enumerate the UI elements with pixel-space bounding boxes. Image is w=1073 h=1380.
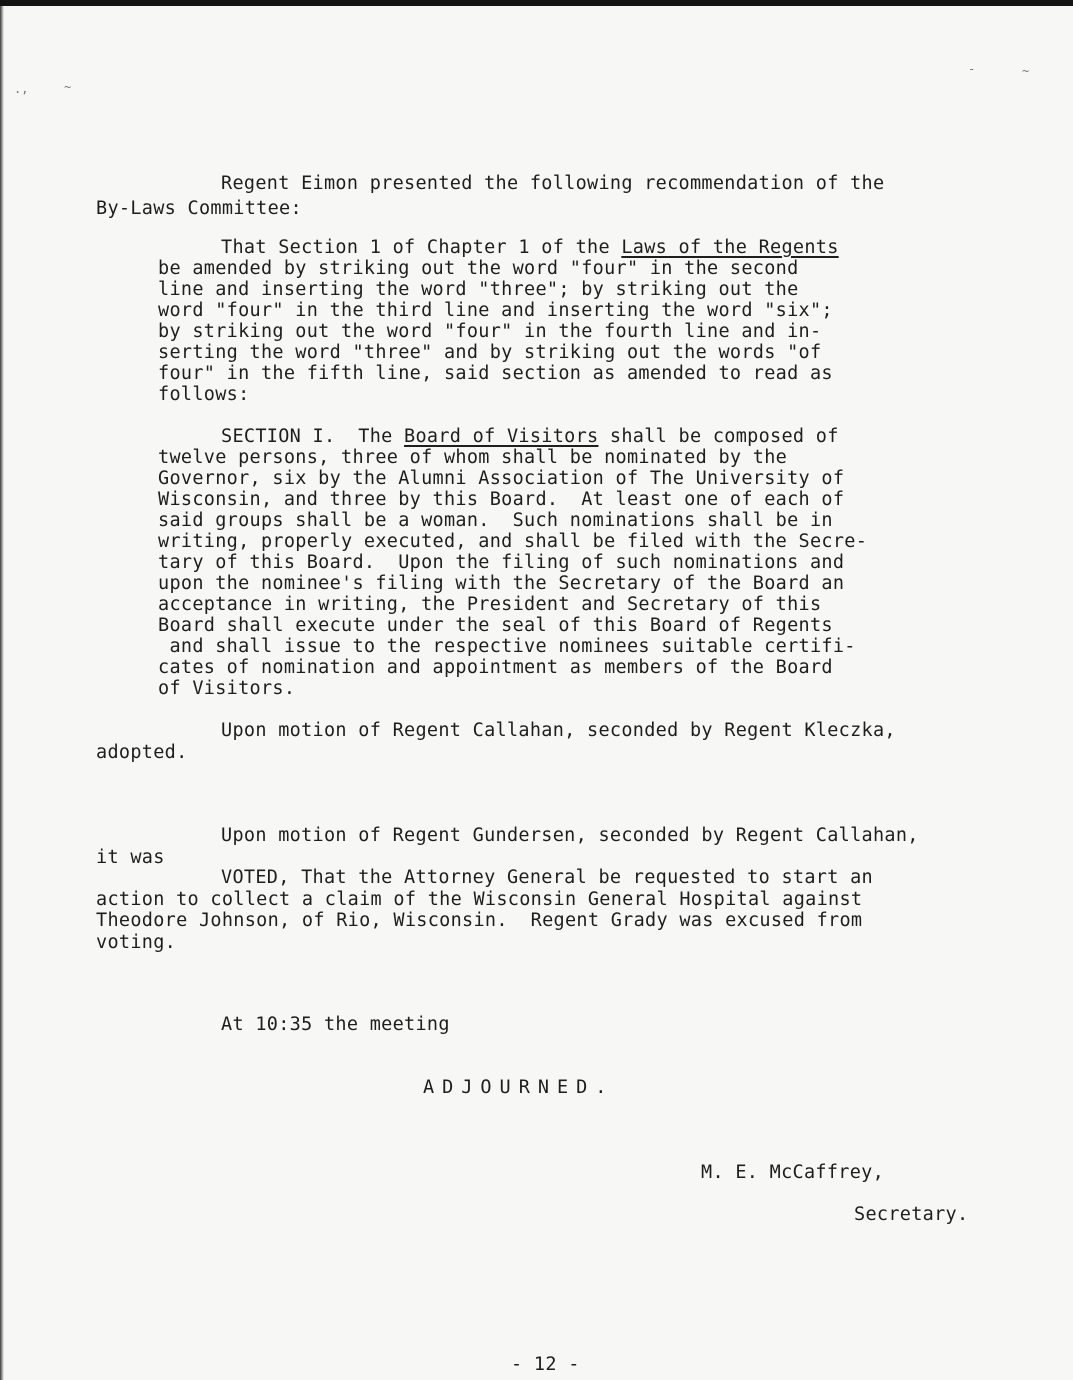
recommendation-body [158,258,833,405]
motion-callahan-line: adopted. [96,742,188,763]
adjourned-heading: ADJOURNED. [423,1077,615,1098]
section-line: of Visitors. [158,678,296,699]
voted-line: voting. [96,932,177,953]
recommendation-line: by striking out the word "four" in the fourth line and in- [158,321,822,342]
meeting-time-line: At 10:35 the meeting [221,1014,450,1035]
scan-speck: ~ [1022,64,1030,78]
recommendation-line: word "four" in the third line and inserting the word "six"; [158,300,833,321]
voted-line: VOTED, That the Attorney General be requested to start an [221,867,873,888]
section-line: Governor, six by the Alumni Association of The University of [158,468,845,489]
voted-line: action to collect a claim of the Wisconsin General Hospital against [96,889,863,910]
recommendation-first-line [221,237,839,258]
page-top-border [0,0,1073,6]
section-line: acceptance in writing, the President and Secretary of this [158,594,822,615]
section-first-line [221,426,839,447]
section-line: twelve persons, three of whom shall be nominated by the [158,447,788,468]
section-text: shall be composed of [598,426,839,447]
scan-speck: - [968,62,976,76]
intro-line: By-Laws Committee: [96,198,302,219]
page-left-edge [0,6,4,1380]
page-number: - 12 - [511,1354,580,1375]
section-line: writing, properly executed, and shall be filed with the Secre- [158,531,868,552]
motion-gundersen-line: Upon motion of Regent Gundersen, seconded by Regent Callahan, [221,825,919,846]
recommendation-line: be amended by striking out the word "four" in the second [158,258,799,279]
signature-title: Secretary. [854,1204,969,1225]
laws-of-the-regents-underlined: Laws of the Regents [621,237,839,258]
recommendation-line: line and inserting the word "three"; by striking out the [158,279,799,300]
recommendation-line: four" in the fifth line, said section as amended to read as [158,363,833,384]
recommendation-line: follows: [158,384,250,405]
motion-callahan-line: Upon motion of Regent Callahan, seconded by Regent Kleczka, [221,720,896,741]
scan-speck: ~ [64,80,72,94]
section-line: and shall issue to the respective nominees suitable certifi- [158,636,856,657]
recommendation-line: serting the word "three" and by striking out the words "of [158,342,822,363]
scan-speck: ., [14,82,29,96]
section-line: tary of this Board. Upon the filing of such nominations and [158,552,845,573]
section-line: Board shall execute under the seal of this Board of Regents [158,615,833,636]
section-line: cates of nomination and appointment as members of the Board [158,657,833,678]
intro-line: Regent Eimon presented the following recommendation of the [221,173,885,194]
section-body [158,447,867,699]
section-line: Wisconsin, and three by this Board. At least one of each of [158,489,845,510]
voted-line: Theodore Johnson, of Rio, Wisconsin. Regent Grady was excused from [96,910,863,931]
section-heading: SECTION I. The [221,426,405,447]
section-line: upon the nominee's filing with the Secretary of the Board an [158,573,845,594]
board-of-visitors-underlined: Board of Visitors [404,426,599,447]
section-line: said groups shall be a woman. Such nominations shall be in [158,510,833,531]
recommendation-text: That Section 1 of Chapter 1 of the [221,237,622,258]
signature-name: M. E. McCaffrey, [701,1162,885,1183]
motion-gundersen-line: it was [96,847,165,868]
